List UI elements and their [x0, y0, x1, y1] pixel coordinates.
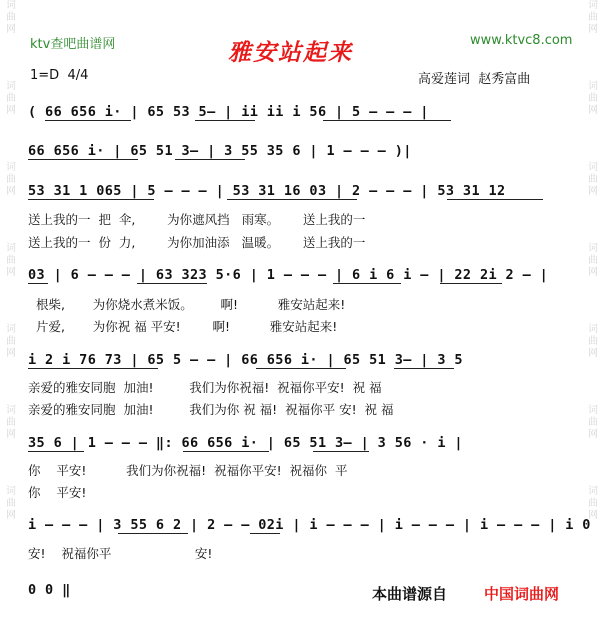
lyric-line-6-verse-1: 你 平安! 我们为你祝福! 祝福你平安! 祝福你 平 [28, 463, 348, 478]
watermark-char: 词 [6, 81, 16, 92]
lyric-line-5-verse-1: 亲爱的雅安同胞 加油! 我们为你祝福! 祝福你平安! 祝 福 [28, 380, 382, 395]
watermark-char: 词 [6, 0, 16, 11]
beam-rule [28, 451, 84, 452]
watermark-char: 网 [6, 24, 16, 35]
beam-rule [256, 368, 346, 369]
site-link-right[interactable]: www.ktvc8.com [470, 33, 573, 48]
watermark-char: 网 [588, 510, 598, 521]
watermark-char: 曲 [588, 174, 598, 185]
beam-rule [183, 451, 269, 452]
lyric-line-7: 安! 祝福你平 安! [28, 546, 213, 561]
lyric-line-4-verse-1: 根柴, 为你烧水煮米饭。 啊! 雅安站起来! [28, 297, 346, 312]
watermark-char: 网 [6, 186, 16, 197]
beam-rule [313, 451, 369, 452]
watermark-char: 网 [588, 267, 598, 278]
watermark-char: 曲 [6, 12, 16, 23]
watermark-char: 词 [6, 324, 16, 335]
beam-rule [28, 159, 138, 160]
watermark-char: 曲 [6, 255, 16, 266]
beam-rule [447, 199, 543, 200]
watermark-char: 网 [588, 348, 598, 359]
watermark-word [588, 162, 598, 198]
notation-line-6: 35 6 | 1 – – – ‖: 66 656 i· | 65 51 3– | 3 56 · i | [28, 435, 463, 451]
watermark-char: 曲 [588, 255, 598, 266]
lyricist-composer-credit: 高爱莲词 赵秀富曲 [418, 72, 531, 87]
watermark-char: 网 [6, 429, 16, 440]
watermark-word [588, 243, 598, 279]
beam-rule [45, 120, 131, 121]
beam-rule [28, 368, 158, 369]
watermark-char: 词 [6, 486, 16, 497]
right-watermark-column [584, 0, 602, 629]
lyric-line-4-verse-2: 片爱, 为你祝 福 平安! 啊! 雅安站起来! [28, 319, 338, 334]
watermark-char: 曲 [6, 417, 16, 428]
watermark-char: 曲 [6, 174, 16, 185]
watermark-char: 词 [588, 243, 598, 254]
watermark-word [6, 243, 16, 279]
watermark-char: 词 [588, 324, 598, 335]
lyric-line-5-verse-2: 亲爱的雅安同胞 加油! 我们为你 祝 福! 祝福你平 安! 祝 福 [28, 402, 394, 417]
watermark-char: 曲 [6, 336, 16, 347]
watermark-word [588, 405, 598, 441]
source-label: 本曲谱源自 [372, 585, 448, 603]
watermark-char: 词 [588, 486, 598, 497]
watermark-char: 曲 [588, 417, 598, 428]
beam-rule [333, 283, 401, 284]
watermark-char: 词 [6, 162, 16, 173]
site-link-left[interactable]: ktv查吧曲谱网 [30, 37, 116, 52]
beam-rule [227, 199, 357, 200]
watermark-char: 词 [6, 405, 16, 416]
watermark-word [588, 0, 598, 36]
watermark-word [6, 486, 16, 522]
watermark-char: 词 [588, 162, 598, 173]
watermark-char: 网 [6, 348, 16, 359]
notation-line-2: 66 656 i· | 65 51 3– | 3 55 35 6 | 1 – – – )| [28, 143, 412, 159]
notation-line-7: i – – – | 3 55 6 2 | 2 – – 02i | i – – – | i – – – | i – – – | i 0 [28, 517, 591, 533]
beam-rule [250, 533, 280, 534]
watermark-word [6, 324, 16, 360]
notation-line-3: 53 31 1 065 | 5 – – – | 53 31 16 03 | 2 – – – | 53 31 12 [28, 183, 506, 199]
notation-line-5: i 2 i 76 73 | 65 5 – – | 66 656 i· | 65 51 3– | 3 5 [28, 352, 463, 368]
watermark-char: 网 [6, 267, 16, 278]
watermark-char: 词 [588, 405, 598, 416]
beam-rule [28, 199, 154, 200]
source-site-link[interactable]: 中国词曲网 [484, 585, 560, 603]
watermark-word [588, 81, 598, 117]
watermark-char: 网 [6, 105, 16, 116]
watermark-char: 词 [6, 243, 16, 254]
watermark-char: 曲 [588, 336, 598, 347]
watermark-word [6, 162, 16, 198]
watermark-char: 曲 [6, 93, 16, 104]
key-and-time-signature: 1=D 4/4 [30, 68, 89, 83]
lyric-line-3-verse-2: 送上我的一 份 力, 为你加油添 温暖。 送上我的一 [28, 235, 366, 250]
notation-line-4: 03 | 6 – – – | 63 323 5·6 | 1 – – – | 6 i 6 i – | 22 2i 2 – | [28, 267, 549, 283]
notation-line-8: 0 0 ‖ [28, 582, 71, 598]
watermark-char: 网 [588, 186, 598, 197]
watermark-word [588, 324, 598, 360]
beam-rule [323, 120, 451, 121]
watermark-char: 网 [588, 24, 598, 35]
watermark-char: 曲 [588, 12, 598, 23]
watermark-char: 网 [588, 429, 598, 440]
left-watermark-column [2, 0, 20, 629]
watermark-char: 曲 [6, 498, 16, 509]
watermark-char: 网 [588, 105, 598, 116]
beam-rule [28, 283, 48, 284]
watermark-word [6, 0, 16, 36]
notation-line-1: ( 66 656 i· | 65 53 5– | ii ii i 56 | 5 – – – | [28, 104, 429, 120]
lyric-line-3-verse-1: 送上我的一 把 伞, 为你遮风挡 雨寒。 送上我的一 [28, 212, 366, 227]
beam-rule [175, 159, 245, 160]
song-title: 雅安站起来 [228, 39, 353, 66]
watermark-char: 曲 [588, 498, 598, 509]
watermark-word [6, 405, 16, 441]
watermark-word [6, 81, 16, 117]
watermark-char: 词 [588, 81, 598, 92]
beam-rule [440, 283, 502, 284]
beam-rule [394, 368, 454, 369]
watermark-char: 词 [588, 0, 598, 11]
beam-rule [118, 533, 188, 534]
watermark-char: 曲 [588, 93, 598, 104]
beam-rule [137, 283, 207, 284]
beam-rule [195, 120, 255, 121]
lyric-line-6-verse-2: 你 平安! [28, 485, 87, 500]
watermark-char: 网 [6, 510, 16, 521]
